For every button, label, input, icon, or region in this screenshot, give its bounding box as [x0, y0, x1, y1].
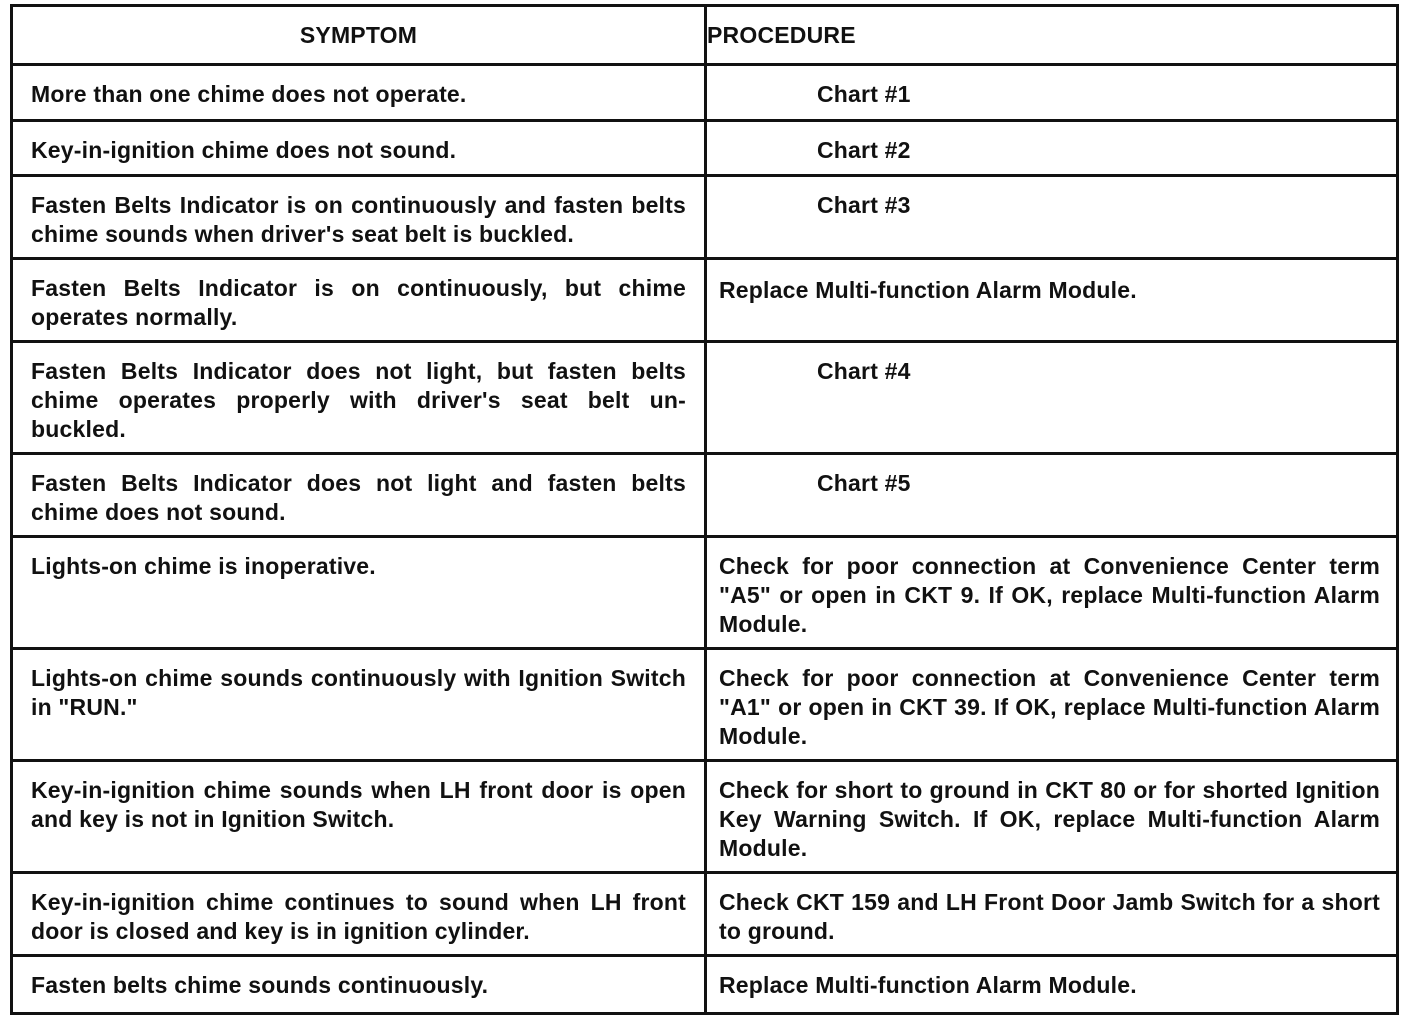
procedure-cell: Replace Multi-function Alarm Module. — [706, 259, 1398, 342]
table-row — [12, 537, 1398, 649]
table-row — [12, 956, 1398, 1014]
symptom-cell: Key-in-ignition chime continues to sound when LH front door is closed and key is in ignition cylinder. — [12, 873, 706, 956]
table-row — [12, 121, 1398, 176]
symptom-cell: Fasten belts chime sounds continuously. — [12, 956, 706, 1014]
table-row — [12, 259, 1398, 342]
table-row — [12, 176, 1398, 259]
symptom-cell: More than one chime does not operate. — [12, 65, 706, 121]
symptom-procedure-table — [10, 4, 1399, 1015]
table-row — [12, 873, 1398, 956]
procedure-cell: Chart #2 — [706, 121, 1398, 176]
symptom-cell: Lights-on chime is inoperative. — [12, 537, 706, 649]
procedure-cell: Chart #1 — [706, 65, 1398, 121]
symptom-cell: Fasten Belts Indicator is on continuously, but chime operates normally. — [12, 259, 706, 342]
symptom-cell: Fasten Belts Indicator is on continuously and fasten belts chime sounds when driver's seat belt is buckled. — [12, 176, 706, 259]
table-row — [12, 342, 1398, 454]
symptom-cell: Key-in-ignition chime does not sound. — [12, 121, 706, 176]
procedure-cell: Check CKT 159 and LH Front Door Jamb Switch for a short to ground. — [706, 873, 1398, 956]
procedure-cell: Chart #3 — [706, 176, 1398, 259]
diagnosis-chart-page — [10, 4, 1398, 1015]
procedure-cell: Chart #5 — [706, 454, 1398, 537]
symptom-cell: Fasten Belts Indicator does not light, but fasten belts chime operates properly with driver's seat belt un-buckled. — [12, 342, 706, 454]
procedure-cell: Check for short to ground in CKT 80 or for shorted Ignition Key Warning Switch. If OK, replace Multi-function Alarm Module. — [706, 761, 1398, 873]
table-header-row — [12, 6, 1398, 65]
procedure-cell: Replace Multi-function Alarm Module. — [706, 956, 1398, 1014]
procedure-cell: Check for poor connection at Convenience Center term "A1" or open in CKT 39. If OK, replace Multi-function Alarm Module. — [706, 649, 1398, 761]
table-row — [12, 65, 1398, 121]
procedure-column-header: PROCEDURE — [706, 6, 1398, 65]
table-row — [12, 649, 1398, 761]
procedure-cell: Check for poor connection at Convenience Center term "A5" or open in CKT 9. If OK, replace Multi-function Alarm Module. — [706, 537, 1398, 649]
symptom-column-header: SYMPTOM — [12, 6, 706, 65]
table-row — [12, 454, 1398, 537]
symptom-cell: Fasten Belts Indicator does not light and fasten belts chime does not sound. — [12, 454, 706, 537]
symptom-cell: Key-in-ignition chime sounds when LH front door is open and key is not in Ignition Switch. — [12, 761, 706, 873]
table-row — [12, 761, 1398, 873]
procedure-cell: Chart #4 — [706, 342, 1398, 454]
symptom-cell: Lights-on chime sounds continuously with Ignition Switch in "RUN." — [12, 649, 706, 761]
